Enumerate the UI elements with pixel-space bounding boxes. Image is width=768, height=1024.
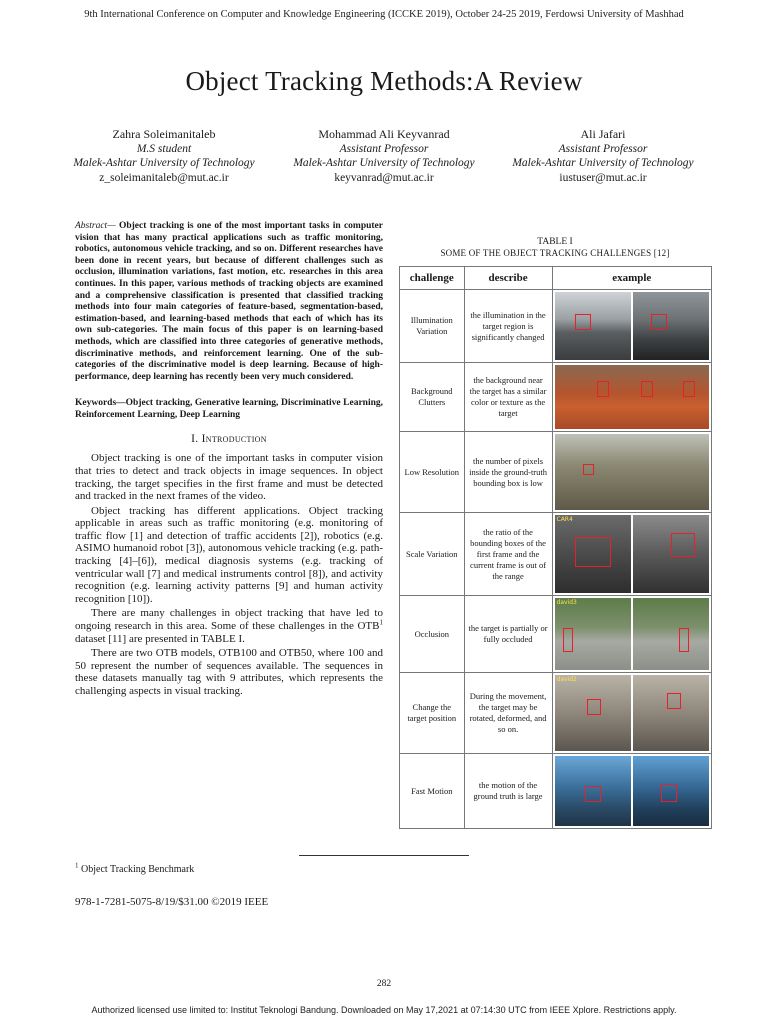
example-image bbox=[633, 675, 709, 751]
author-affiliation: Malek-Ashtar University of Technology bbox=[293, 157, 475, 169]
table-row bbox=[400, 432, 712, 513]
footnote-mark: 1 bbox=[75, 861, 79, 870]
example-cell bbox=[552, 290, 711, 363]
author-role: Assistant Professor bbox=[558, 142, 648, 155]
describe-cell: the illumination in the target region is significantly changed bbox=[464, 290, 552, 363]
example-cell bbox=[552, 513, 711, 596]
author-name: Ali Jafari bbox=[580, 127, 626, 141]
table-row bbox=[400, 513, 712, 596]
describe-cell: the number of pixels inside the ground-truth bounding box is low bbox=[464, 432, 552, 513]
abstract bbox=[75, 221, 383, 383]
abstract-lead: Abstract— bbox=[75, 221, 116, 231]
example-image bbox=[633, 756, 709, 826]
example-image bbox=[555, 675, 631, 751]
abstract-text: Object tracking is one of the most important tasks in computer vision that has many practical applications such as traffic monitoring, robotics, autonomous vehicle tracking, and so on. Different researches have been done in recent years, but because of different challenges such as occlusion, illumination variations, fast motion, etc. researches in this area continues. In this paper, various methods of tracking objects are examined and a comprehensive classification is presented that classified tracking methods into four main categories of feature-based, segmentation-based, estimation-based, and learning-based methods that each of which has its own sub-categories. The main focus of this paper is on learning-based methods, which are classified into three categories of generative methods, discriminative methods, and reinforcement learning. One of the sub-categories of the discriminative model is deep learning. Because of high-performance, deep learning has recently been very much considered. bbox=[75, 221, 383, 382]
table-caption: SOME OF THE OBJECT TRACKING CHALLENGES [12] bbox=[440, 248, 670, 258]
author-role: M.S student bbox=[136, 142, 192, 155]
table-label: TABLE I bbox=[537, 237, 573, 247]
example-image bbox=[555, 756, 631, 826]
table-row bbox=[400, 290, 712, 363]
page-number: 282 bbox=[376, 979, 392, 989]
author-name: Mohammad Ali Keyvanrad bbox=[318, 127, 450, 141]
section-heading: I. Introduction bbox=[191, 433, 267, 446]
intro-paragraph-2: Object tracking has different applications. Object tracking applicable in areas such as traffic monitoring (e.g. monitoring of traffic flow [1] and detection of traffic accidents [2]), robotics (e.g. ASIMO humanoid robot [3]), autonomous vehicle tracking (e.g. path-tracking [4]–[6]), medical diagnosis systems (e.g. tracking of ventricular wall [7] and medical instruments control [8]), and activity recognition (e.g. learning activity patterns [9] and human activity recognition [10]). bbox=[75, 504, 383, 605]
intro-p3-text-end: dataset [11] are presented in TABLE I. bbox=[75, 632, 245, 645]
keywords: Keywords—Object tracking, Generative learning, Discriminative Learning, Reinforcement Learning, Deep Learning bbox=[75, 398, 383, 421]
col-header-challenge: challenge bbox=[400, 267, 465, 290]
paper-title: Object Tracking Methods:A Review bbox=[185, 66, 583, 96]
describe-cell: During the movement, the target may be rotated, deformed, and so on. bbox=[464, 673, 552, 754]
sequence-label: david2 bbox=[556, 676, 577, 683]
author-email[interactable]: iustuser@mut.ac.ir bbox=[559, 171, 647, 184]
table-row bbox=[400, 596, 712, 673]
left-column bbox=[75, 221, 383, 698]
license-notice: Authorized licensed use limited to: Institut Teknologi Bandung. Downloaded on May 17,2021 at 07:14:30 UTC from IEEE Xplore. Restrictions apply. bbox=[91, 1005, 677, 1015]
example-image bbox=[555, 365, 709, 429]
example-image bbox=[633, 515, 709, 593]
describe-cell: the background near the target has a similar color or texture as the target bbox=[464, 363, 552, 432]
challenge-cell: Change the target position bbox=[400, 673, 465, 754]
describe-cell: the target is partially or fully occluded bbox=[464, 596, 552, 673]
footnote-ref: 1 bbox=[379, 618, 383, 627]
table-row bbox=[400, 673, 712, 754]
author-email[interactable]: keyvanrad@mut.ac.ir bbox=[334, 171, 434, 184]
footnote bbox=[75, 861, 195, 875]
challenge-cell: Fast Motion bbox=[400, 754, 465, 829]
author-block-2 bbox=[284, 127, 484, 185]
author-email[interactable]: z_soleimanitaleb@mut.ac.ir bbox=[99, 171, 229, 184]
author-block-3 bbox=[503, 127, 703, 185]
author-block-1 bbox=[64, 127, 264, 185]
table-row bbox=[400, 754, 712, 829]
sequence-label: david3 bbox=[556, 599, 577, 606]
author-role: Assistant Professor bbox=[339, 142, 429, 155]
challenge-cell: Low Resolution bbox=[400, 432, 465, 513]
example-image bbox=[555, 434, 709, 510]
col-header-example: example bbox=[552, 267, 711, 290]
sequence-label: CAR4 bbox=[556, 516, 573, 523]
describe-cell: the motion of the ground truth is large bbox=[464, 754, 552, 829]
author-name: Zahra Soleimanitaleb bbox=[112, 127, 216, 141]
challenge-cell: Illumination Variation bbox=[400, 290, 465, 363]
intro-paragraph-3 bbox=[75, 607, 383, 645]
example-cell bbox=[552, 363, 711, 432]
table-row bbox=[400, 363, 712, 432]
challenge-cell: Scale Variation bbox=[400, 513, 465, 596]
example-cell bbox=[552, 754, 711, 829]
example-cell bbox=[552, 673, 711, 754]
intro-paragraph-1: Object tracking is one of the important tasks in computer vision that tries to detect and track objects in image sequences. In object tracking, the target specifies in the first frame and must be detected and tracked in the next frames of the video. bbox=[75, 452, 383, 503]
table-header-row bbox=[400, 267, 712, 290]
footnote-text: Object Tracking Benchmark bbox=[81, 864, 195, 875]
author-affiliation: Malek-Ashtar University of Technology bbox=[73, 157, 255, 169]
intro-p3-text: There are many challenges in object tracking that have led to ongoing research in this area. Some of these challenges in the OTB bbox=[75, 607, 383, 633]
challenges-table bbox=[399, 266, 712, 829]
conference-header: 9th International Conference on Computer and Knowledge Engineering (ICCKE 2019), October 24-25 2019, Ferdowsi University of Mashhad bbox=[84, 9, 684, 20]
example-image bbox=[555, 515, 631, 593]
describe-cell: the ratio of the bounding boxes of the first frame and the current frame is out of the range bbox=[464, 513, 552, 596]
col-header-describe: describe bbox=[464, 267, 552, 290]
example-cell bbox=[552, 596, 711, 673]
example-image bbox=[555, 598, 631, 670]
author-affiliation: Malek-Ashtar University of Technology bbox=[512, 157, 694, 169]
intro-paragraph-4: There are two OTB models, OTB100 and OTB50, where 100 and 50 represent the number of sequences available. The sequences in these datasets manually tag with 9 attributes, which represents the challenging aspects in visual tracking. bbox=[75, 647, 383, 697]
example-image bbox=[633, 598, 709, 670]
challenge-cell: Background Clutters bbox=[400, 363, 465, 432]
challenge-cell: Occlusion bbox=[400, 596, 465, 673]
isbn-line: 978-1-7281-5075-8/19/$31.00 ©2019 IEEE bbox=[75, 896, 269, 908]
example-image bbox=[633, 292, 709, 360]
example-image bbox=[555, 292, 631, 360]
example-cell bbox=[552, 432, 711, 513]
footnote-divider bbox=[299, 855, 469, 856]
